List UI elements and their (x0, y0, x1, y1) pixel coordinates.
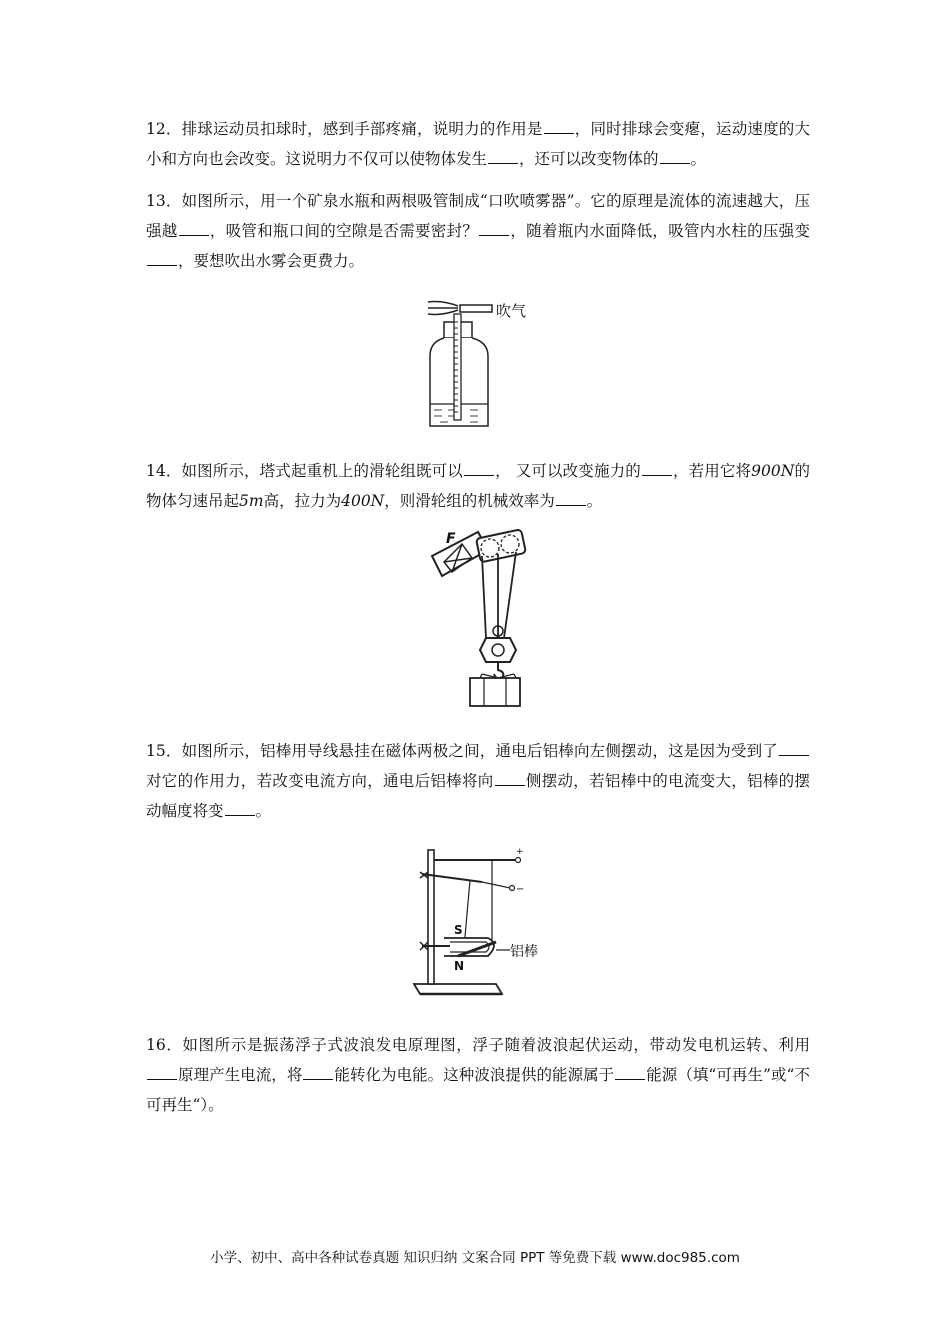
q13-text-3: ，随着瓶内水面降低，吸管内水柱的压强变 (510, 222, 810, 240)
q15-text-4: 。 (255, 802, 272, 820)
blank[interactable] (779, 739, 809, 756)
blank[interactable] (464, 459, 494, 476)
blank[interactable] (615, 1063, 645, 1080)
q13-text-2: ，吸管和瓶口间的空隙是否需要密封？ (209, 222, 479, 240)
q12-text-2: ，同时排球会变瘪，运动速度的大小和方向也会改变。这说明力不仅可以使物体发生 (146, 120, 810, 168)
force-label: F (446, 531, 456, 547)
q12-text-1: 12．排球运动员扣球时，感到手部疼痛，说明力的作用是 (146, 120, 543, 138)
q13-text-1: 13．如图所示，用一个矿泉水瓶和两根吸管制成“口吹喷雾器”。它的原理是流体的流速越大，压强越 (146, 192, 810, 240)
blank[interactable] (495, 769, 525, 786)
q13-text-4: ，要想吹出水雾会更费力。 (178, 252, 365, 270)
blank[interactable] (147, 1063, 177, 1080)
blank[interactable] (225, 799, 255, 816)
blank[interactable] (303, 1063, 333, 1080)
page-footer: 小学、初中、高中各种试卷真题 知识归纳 文案合同 PPT 等免费下载 www.doc985.com (210, 1250, 740, 1266)
q12-text-3: ，还可以改变物体的 (519, 150, 659, 168)
minus-terminal-label: − (516, 884, 525, 895)
blank[interactable] (556, 489, 586, 506)
q15-text-1: 15．如图所示，铝棒用导线悬挂在磁体两极之间，通电后铝棒向左侧摆动，这是因为受到了 (146, 742, 778, 760)
q14-text-1: 14．如图所示，塔式起重机上的滑轮组既可以 (146, 462, 463, 480)
blank[interactable] (544, 117, 574, 134)
question-14 (146, 456, 810, 516)
q16-text-1: 16．如图所示是振荡浮子式波浪发电原理图，浮子随着波浪起伏运动，带动发电机运转、利用 (146, 1036, 810, 1054)
q14-height: 5m (239, 492, 264, 510)
q14-weight: 900N (751, 462, 795, 480)
q12-text-4: 。 (690, 150, 707, 168)
plus-terminal-label: + (516, 847, 524, 857)
blank[interactable] (642, 459, 672, 476)
question-15 (146, 736, 810, 826)
q16-text-3: 能转化为电能。这种波浪提供的能源属于 (334, 1066, 615, 1084)
q14-force: 400N (341, 492, 385, 510)
q14-text-10: 。 (586, 492, 603, 510)
north-pole-label: N (454, 959, 465, 973)
south-pole-label: S (454, 923, 463, 937)
q15-text-2: 对它的作用力，若改变电流方向，通电后铝棒将向 (146, 772, 494, 790)
question-12 (146, 114, 810, 174)
aluminum-bar-label: 铝棒 (510, 944, 538, 960)
q14-text-3: ，若用它将 (672, 462, 752, 480)
q15-text-3: 侧摆动，若铝棒中的电流变大，铝棒的摆动幅度将变 (146, 772, 810, 820)
q14-text-5: 的物体匀速吊起 (146, 462, 810, 510)
blank[interactable] (479, 219, 509, 236)
magnet-apparatus-figure (412, 844, 548, 1000)
q14-text-9: ，则滑轮组的机械效率为 (384, 492, 555, 510)
q14-text-2: ， 又可以改变施力的 (494, 462, 641, 480)
blank[interactable] (179, 219, 209, 236)
blank[interactable] (488, 147, 518, 164)
blank[interactable] (660, 147, 690, 164)
q16-text-4: 能源（填“可再生”或“不可再生“）。 (146, 1066, 810, 1114)
q16-text-2: 原理产生电流，将 (178, 1066, 303, 1084)
q14-text-7: 高，拉力为 (263, 492, 342, 510)
crane-pulley-figure (430, 526, 540, 708)
blank[interactable] (147, 249, 177, 266)
blow-label: 吹气 (496, 302, 527, 320)
question-16 (146, 1030, 810, 1120)
sprayer-figure (420, 296, 550, 436)
question-13 (146, 186, 810, 276)
